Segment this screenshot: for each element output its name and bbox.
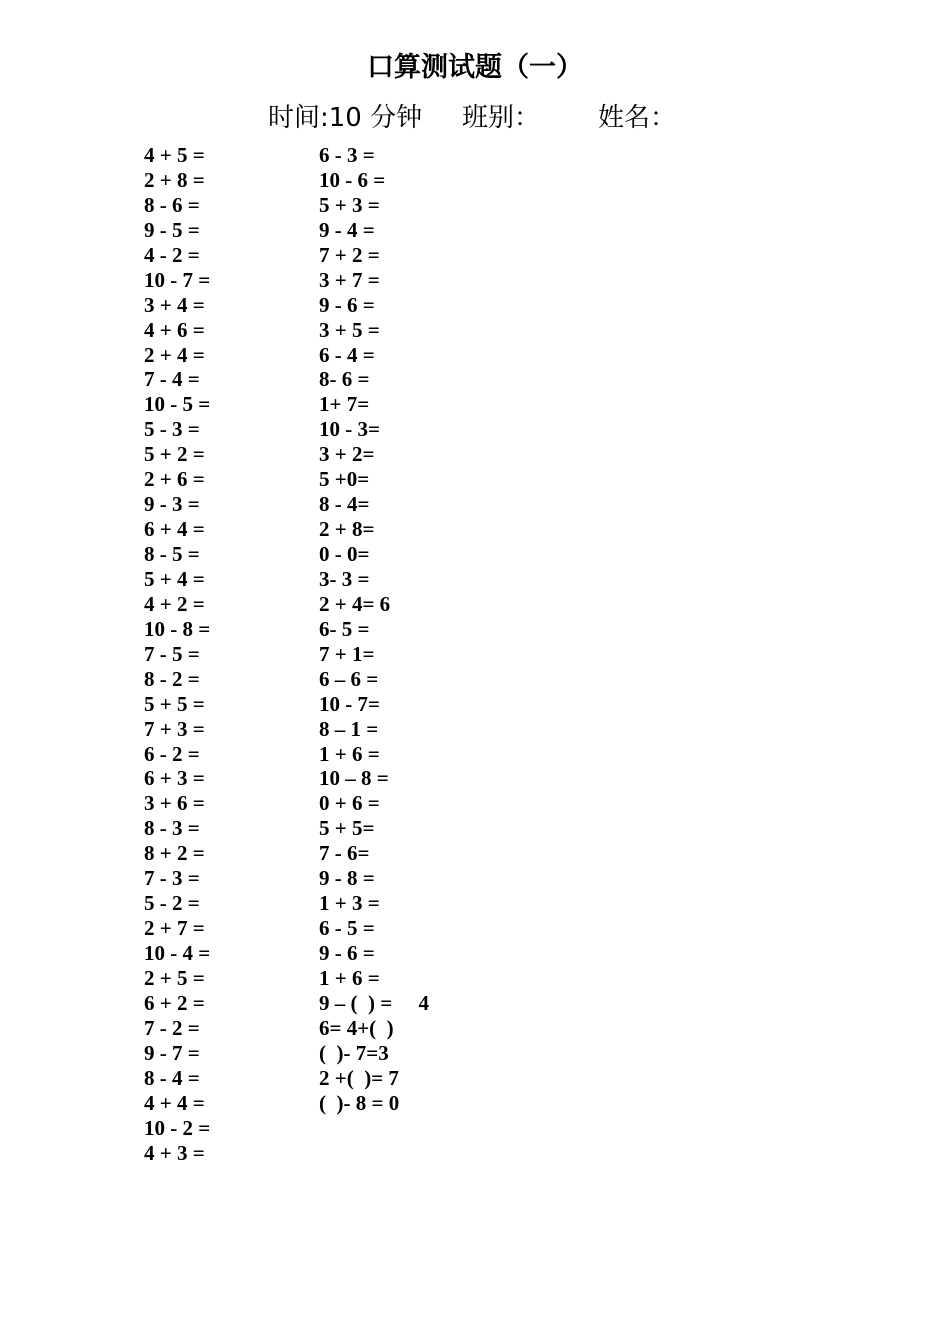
math-problem: 10 - 8 = <box>144 616 211 641</box>
math-problem: 8 - 5 = <box>144 542 200 566</box>
math-problem: 10 - 2 = <box>144 1115 211 1140</box>
math-problem: 5 +0= <box>319 467 370 492</box>
math-problem: 9 - 8 = <box>319 866 375 891</box>
right-problem-column <box>319 143 429 1116</box>
math-problem: 2 + 8 = <box>144 167 205 192</box>
math-problem: 10 - 6 = <box>319 167 386 192</box>
math-problem: 9 - 6 = <box>319 941 375 965</box>
math-problem: 6 + 4 = <box>144 517 205 542</box>
class-label: 班别： <box>462 103 541 133</box>
math-problem: 0 - 0= <box>319 542 370 566</box>
math-problem: 8 - 4= <box>319 492 370 517</box>
math-problem: 9 - 5 = <box>144 217 200 242</box>
left-problem-column <box>144 143 210 1165</box>
math-problem: 9 - 4 = <box>319 217 375 242</box>
math-problem: 8 - 3 = <box>144 816 200 841</box>
math-problem: 6 - 4 = <box>319 342 375 367</box>
math-problem: 10 - 7= <box>319 691 380 716</box>
math-problem: 1 + 3 = <box>319 891 380 916</box>
math-problem: 5 + 2 = <box>144 442 205 467</box>
math-problem: 4 + 6 = <box>144 317 205 342</box>
math-problem: ( )- 7=3 <box>319 1040 389 1065</box>
math-problem: 6 - 2 = <box>144 741 200 766</box>
math-problem: 3 + 7 = <box>319 267 380 292</box>
math-problem: 6 + 3 = <box>144 766 205 791</box>
math-problem: 7 - 4 = <box>144 367 200 392</box>
math-problem: 1+ 7= <box>319 392 370 417</box>
math-problem: 5 + 3 = <box>319 192 380 217</box>
math-problem: 7 + 2 = <box>319 242 380 267</box>
math-problem: 5 + 5 = <box>144 691 205 716</box>
math-problem: 7 + 1= <box>319 641 375 666</box>
math-problem: 6 - 3 = <box>319 143 375 167</box>
math-problem: 10 - 4 = <box>144 941 211 965</box>
math-problem: 4 + 2 = <box>144 591 205 616</box>
math-problem: 10 - 5 = <box>144 392 211 417</box>
math-problem: 8 – 1 = <box>319 716 379 741</box>
math-problem: 7 - 6= <box>319 841 370 866</box>
math-problem: 4 + 3 = <box>144 1140 205 1165</box>
math-problem: 2 + 4= 6 <box>319 591 391 616</box>
math-problem: 7 - 5 = <box>144 641 200 666</box>
time-limit-label: 时间:10 分钟 <box>268 103 423 133</box>
math-problem: 8 - 4 = <box>144 1065 200 1090</box>
math-problem: 5 + 5= <box>319 816 375 841</box>
math-problem: 9 - 3 = <box>144 492 200 517</box>
math-problem: 9 – ( ) = 4 <box>319 990 429 1015</box>
math-problem: 2 + 4 = <box>144 342 205 367</box>
math-problem: 10 - 7 = <box>144 267 211 292</box>
math-problem: 8- 6 = <box>319 367 370 392</box>
math-problem: 5 - 3 = <box>144 417 200 442</box>
math-problem: 3 + 6 = <box>144 791 205 816</box>
math-problem: 5 - 2 = <box>144 891 200 916</box>
math-problem: 9 - 7 = <box>144 1040 200 1065</box>
math-problem: 2 + 8= <box>319 517 375 542</box>
math-problem: 8 - 2 = <box>144 666 200 691</box>
math-problem: 2 + 5 = <box>144 965 205 990</box>
math-problem: 1 + 6 = <box>319 741 380 766</box>
math-problem: 6 - 5 = <box>319 916 375 941</box>
math-problem: 9 - 6 = <box>319 292 375 317</box>
math-problem: 8 - 6 = <box>144 192 200 217</box>
math-problem: 6 – 6 = <box>319 666 379 691</box>
math-problem: 2 +( )= 7 <box>319 1065 399 1090</box>
math-problem: 6= 4+( ) <box>319 1015 394 1040</box>
math-problem: 10 – 8 = <box>319 766 389 791</box>
math-problem: 3 + 4 = <box>144 292 205 317</box>
page-title: 口算测试题（一） <box>367 52 583 83</box>
math-problem: 1 + 6 = <box>319 965 380 990</box>
math-problem: 2 + 7 = <box>144 916 205 941</box>
math-problem: 4 + 5 = <box>144 143 205 167</box>
math-problem: 5 + 4 = <box>144 566 205 591</box>
name-label: 姓名： <box>598 103 677 133</box>
math-problem: 8 + 2 = <box>144 841 205 866</box>
math-problem: 6- 5 = <box>319 616 370 641</box>
math-problem: 4 + 4 = <box>144 1090 205 1115</box>
math-problem: 0 + 6 = <box>319 791 380 816</box>
math-problem: 4 - 2 = <box>144 242 200 267</box>
math-problem: 6 + 2 = <box>144 990 205 1015</box>
math-problem: 7 + 3 = <box>144 716 205 741</box>
math-problem: 10 - 3= <box>319 417 380 442</box>
math-problem: 7 - 2 = <box>144 1015 200 1040</box>
math-problem: 3- 3 = <box>319 566 370 591</box>
math-problem: 3 + 5 = <box>319 317 380 342</box>
math-problem: ( )- 8 = 0 <box>319 1090 400 1115</box>
math-problem: 3 + 2= <box>319 442 375 467</box>
math-problem: 7 - 3 = <box>144 866 200 891</box>
math-problem: 2 + 6 = <box>144 467 205 492</box>
